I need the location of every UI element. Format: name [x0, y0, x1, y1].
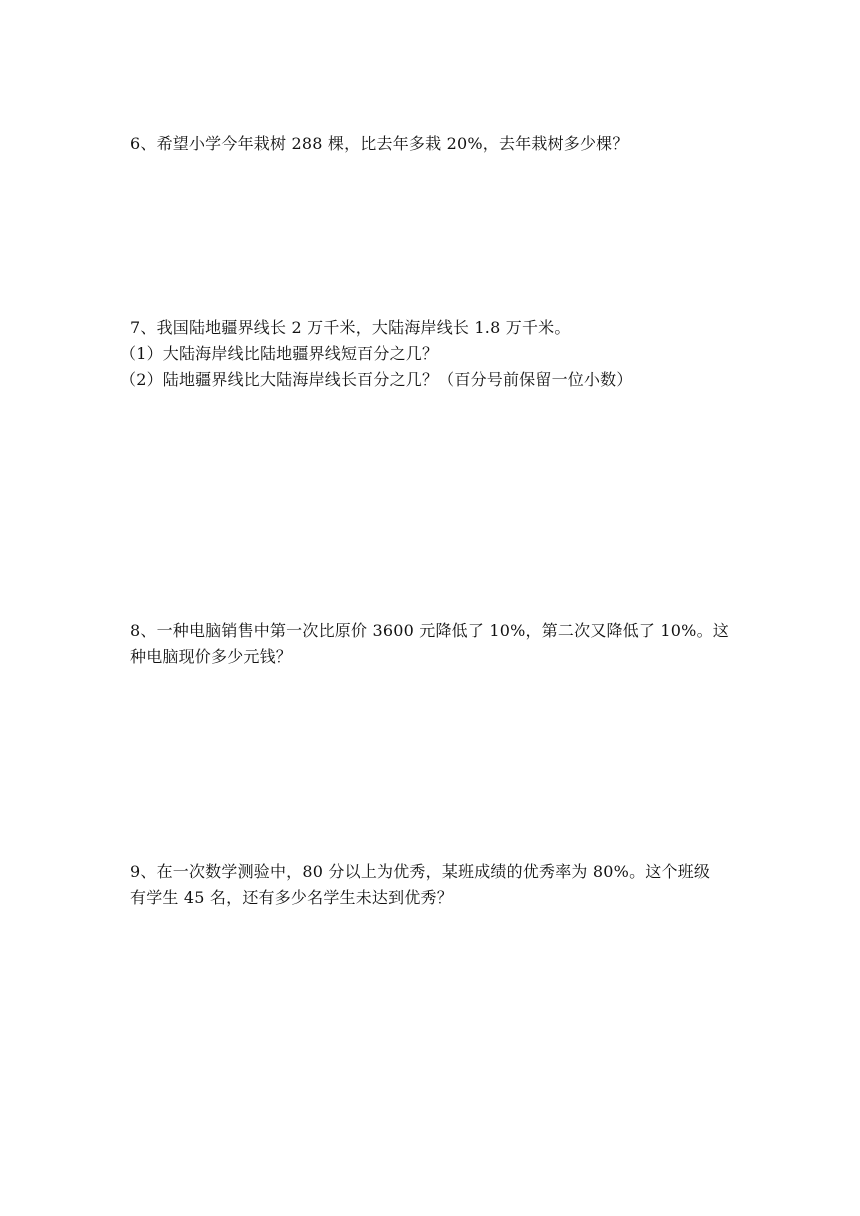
- problem-9-line-2: 有学生 45 名，还有多少名学生未达到优秀？: [130, 888, 453, 907]
- problem-6: [130, 131, 740, 157]
- problem-7: [120, 315, 740, 393]
- problem-8-line-2: 种电脑现价多少元钱？: [130, 647, 293, 666]
- problem-9-line-1: 9、在一次数学测验中，80 分以上为优秀，某班成绩的优秀率为 80%。这个班级: [130, 862, 711, 881]
- problem-7-subquestion-2: （2）陆地疆界线比大陆海岸线长百分之几？（百分号前保留一位小数）: [120, 370, 633, 389]
- problem-6-line-1: 6、希望小学今年栽树 288 棵，比去年多栽 20%，去年栽树多少棵？: [130, 134, 629, 153]
- problem-9: [130, 859, 740, 911]
- problem-8-line-1: 8、一种电脑销售中第一次比原价 3600 元降低了 10%，第二次又降低了 10%。这: [130, 621, 729, 640]
- problem-7-line-1: 7、我国陆地疆界线长 2 万千米，大陆海岸线长 1.8 万千米。: [130, 318, 571, 337]
- problem-8: [130, 618, 740, 670]
- problem-7-subquestion-1: （1）大陆海岸线比陆地疆界线短百分之几？: [120, 344, 439, 363]
